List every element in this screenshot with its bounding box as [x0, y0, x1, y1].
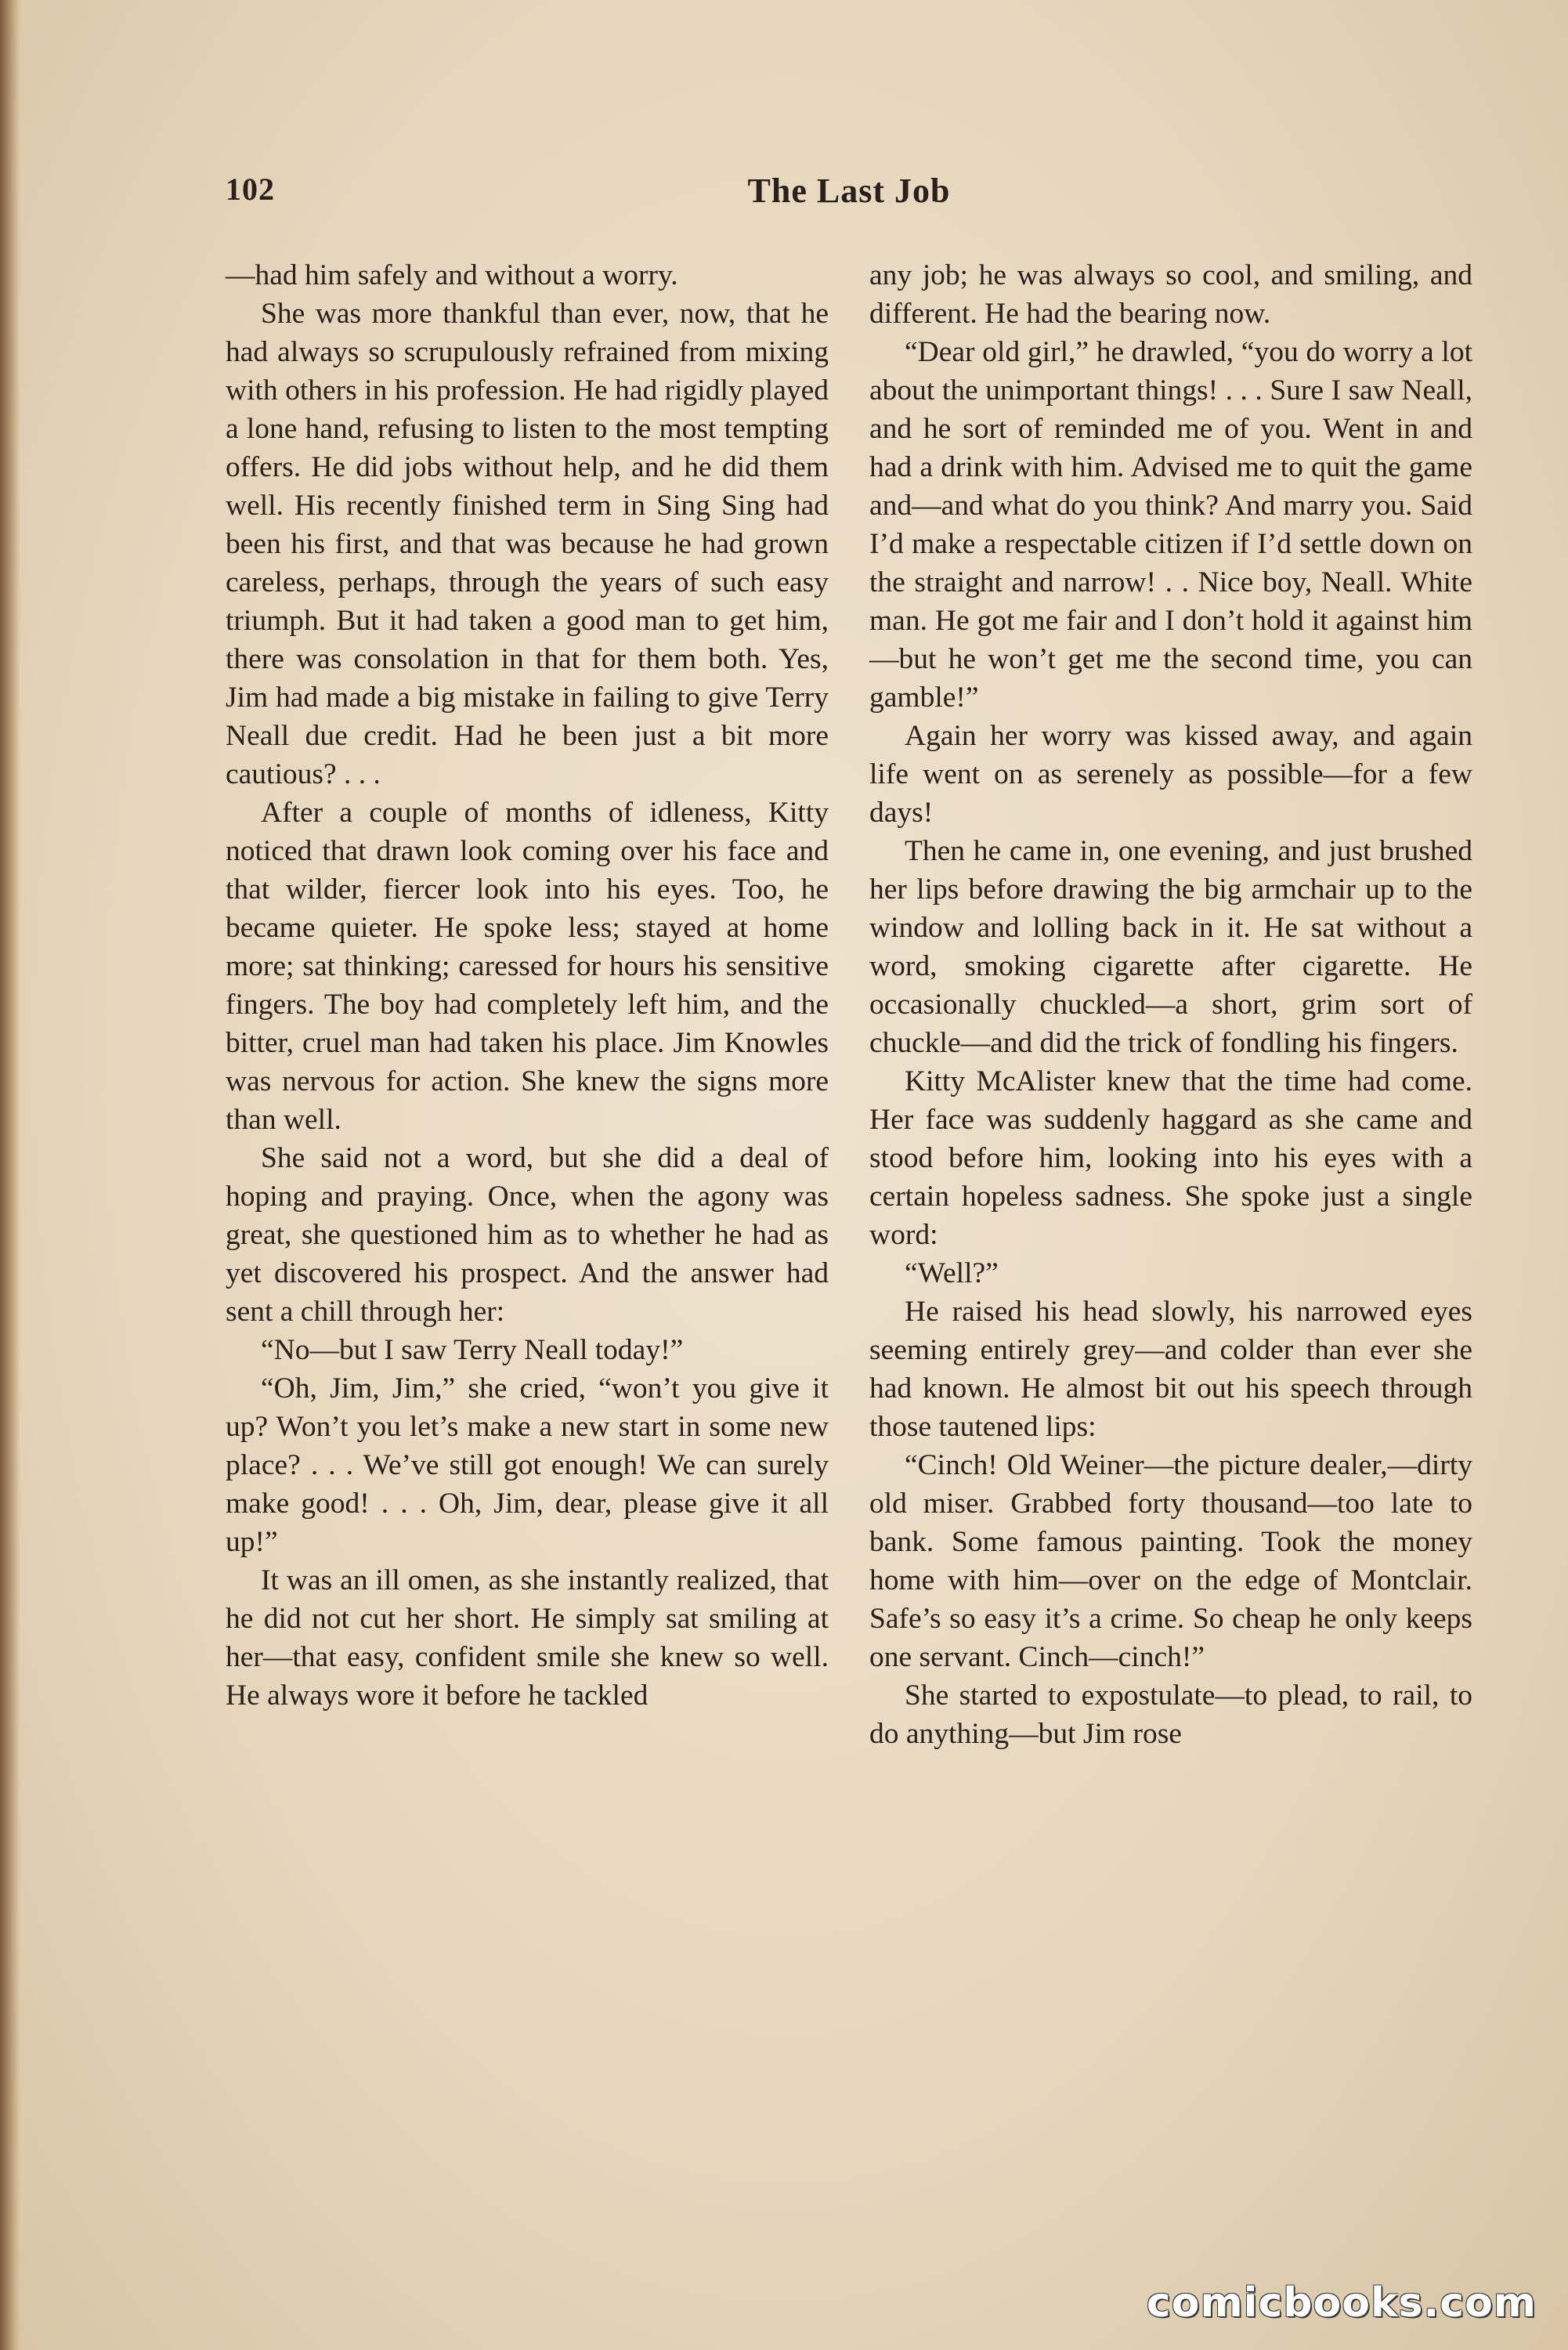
left-column [226, 256, 829, 2136]
dialogue-paragraph: “Cinch! Old Weiner—the picture dealer,—dirty old miser. Grabbed forty thousand—too late to bank. Some famous painting. Took the money home with him—over on the edge of Montclair. Safe’s so easy it’s a crime. So cheap he only keeps one servant. Cinch—cinch!” [869, 1449, 1472, 1673]
paragraph: Kitty McAlister knew that the time had come. Her face was suddenly haggard as she came and stood before him, looking into his eyes with a certain hopeless sadness. She spoke just a single word: [869, 1065, 1472, 1251]
page-title: The Last Job [747, 172, 951, 210]
paragraph: Again her worry was kissed away, and again life went on as serenely as possible—for a few days! [869, 720, 1472, 829]
page-number: 102 [226, 172, 275, 207]
paragraph: He raised his head slowly, his narrowed eyes seeming entirely grey—and colder than ever she had known. He almost bit out his speech through those tautened lips: [869, 1296, 1472, 1443]
paragraph: She said not a word, but she did a deal of hoping and praying. Once, when the agony was great, she questioned him as to whether he had as yet discovered his prospect. And the answer had sent a chill through her: [226, 1142, 829, 1328]
dialogue-paragraph: “Dear old girl,” he drawled, “you do worry a lot about the unimportant things! . . . Sure I saw Neall, and he sort of reminded me of you. Went in and had a drink with him. Advised me to quit the game and—and what do you think? And marry you. Said I’d make a respectable citizen if I’d settle down on the straight and narrow! . . Nice boy, Neall. White man. He got me fair and I don’t hold it against him —but he won’t get me the second time, you can gamble!” [869, 336, 1472, 714]
dialogue-paragraph: “Oh, Jim, Jim,” she cried, “won’t you give it up? Won’t you let’s make a new start in some new place? . . . We’ve still got enough! We can surely make good! . . . Oh, Jim, dear, please give it all up!” [226, 1372, 829, 1558]
paragraph: any job; he was always so cool, and smiling, and different. He had the bearing now. [869, 259, 1472, 330]
dialogue-paragraph: “Well?” [905, 1257, 999, 1289]
dialogue-paragraph: “No—but I saw Terry Neall today!” [261, 1334, 684, 1366]
paragraph: Then he came in, one evening, and just brushed her lips before drawing the big armchair up to the window and lolling back in it. He sat without a word, smoking cigarette after cigarette. He occasionally chuckled—a short, grim sort of chuckle—and did the trick of fondling his fingers. [869, 835, 1472, 1059]
page-header [226, 171, 1472, 218]
paragraph: She started to expostulate—to plead, to rail, to do anything—but Jim rose [869, 1679, 1472, 1750]
paragraph: —had him safely and without a worry. [226, 259, 678, 291]
paragraph: It was an ill omen, as she instantly realized, that he did not cut her short. He simply sat smiling at her—that easy, confident smile she knew so well. He always wore it before he tackled [226, 1564, 829, 1712]
page-spine-edge [0, 0, 20, 2350]
paragraph: After a couple of months of idleness, Kitty noticed that drawn look coming over his face and that wilder, fiercer look into his eyes. Too, he became quieter. He spoke less; stayed at home more; sat thinking; caressed for hours his sensitive fingers. The boy had completely left him, and the bitter, cruel man had taken his place. Jim Knowles was nervous for action. She knew the signs more than well. [226, 797, 829, 1136]
site-watermark: comicbooks.com [1146, 2280, 1537, 2326]
right-column [869, 256, 1472, 2136]
paragraph: She was more thankful than ever, now, that he had always so scrupulously refrained from mixing with others in his profession. He had rigidly played a lone hand, refusing to listen to the most tempting offers. He did jobs without help, and he did them well. His recently finished term in Sing Sing had been his first, and that was because he had grown careless, perhaps, through the years of such easy triumph. But it had taken a good man to get him, there was consolation in that for them both. Yes, Jim had made a big mistake in failing to give Terry Neall due credit. Had he been just a bit more cautious? . . . [226, 298, 829, 790]
